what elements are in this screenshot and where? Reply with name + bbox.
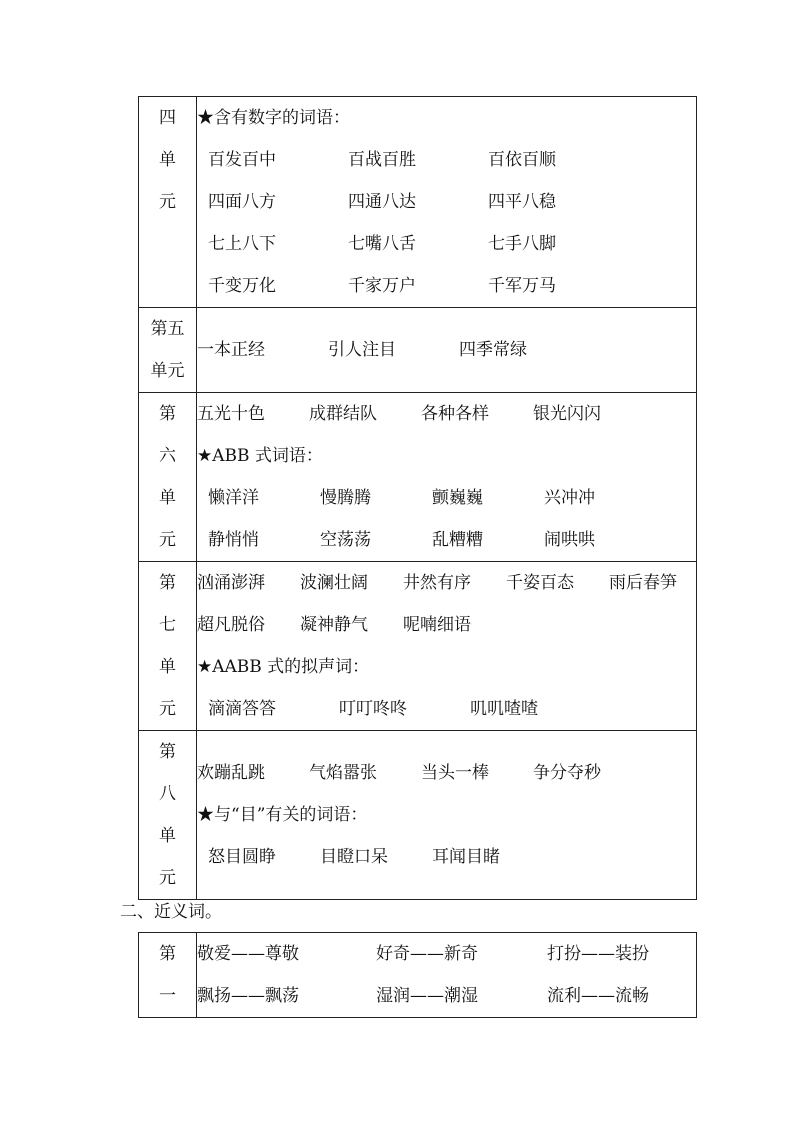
unit-4-label bbox=[139, 97, 196, 223]
vocabulary-table bbox=[138, 96, 697, 900]
unit-4-heading: ★含有数字的词语： bbox=[197, 108, 350, 128]
word: 耳闻目睹 bbox=[432, 847, 500, 867]
unit-4-words-row bbox=[197, 265, 696, 307]
unit-label-char: 八 bbox=[159, 784, 176, 804]
unit-8-label bbox=[139, 731, 196, 899]
word: 千姿百态 bbox=[506, 573, 574, 593]
word: 四季常绿 bbox=[459, 340, 527, 360]
word: 叮叮咚咚 bbox=[339, 699, 407, 719]
unit-8-content bbox=[197, 731, 697, 900]
word: 四平八稳 bbox=[488, 192, 556, 212]
word: 呢喃细语 bbox=[403, 615, 471, 635]
synonym-pair: 湿润——潮湿 bbox=[376, 986, 478, 1006]
word: 兴冲冲 bbox=[544, 488, 595, 508]
synonyms-table bbox=[138, 932, 697, 1018]
unit-8-words-row bbox=[197, 752, 696, 794]
synonyms-unit-label bbox=[139, 933, 196, 1017]
word: 七手八脚 bbox=[488, 234, 556, 254]
word: 气焰嚣张 bbox=[309, 763, 377, 783]
unit-label-text: 第五 bbox=[150, 319, 185, 339]
unit-7-words-row bbox=[197, 604, 696, 646]
word: 超凡脱俗 bbox=[197, 615, 265, 635]
unit-6-heading: ★ABB 式词语： bbox=[197, 446, 323, 466]
word: 静悄悄 bbox=[208, 530, 259, 550]
unit-4-row bbox=[139, 97, 697, 308]
unit-5-words-row bbox=[197, 329, 696, 371]
word: 百依百顺 bbox=[488, 150, 556, 170]
word: 引人注目 bbox=[328, 340, 396, 360]
unit-label-char: 七 bbox=[159, 615, 176, 635]
word: 当头一棒 bbox=[421, 763, 489, 783]
word: 叽叽喳喳 bbox=[470, 699, 538, 719]
unit-6-label bbox=[139, 393, 196, 561]
unit-7-label-cell bbox=[139, 562, 197, 731]
unit-label-char: 第 bbox=[159, 742, 176, 762]
unit-label-char: 第 bbox=[159, 573, 176, 593]
unit-label-char: 一 bbox=[159, 986, 176, 1006]
unit-8-words-row bbox=[197, 836, 696, 878]
unit-5-label-cell bbox=[139, 308, 197, 393]
word: 凝神静气 bbox=[300, 615, 368, 635]
word: 各种各样 bbox=[421, 404, 489, 424]
word: 欢蹦乱跳 bbox=[197, 763, 265, 783]
unit-5-row bbox=[139, 308, 697, 393]
word: 空荡荡 bbox=[320, 530, 371, 550]
word: 井然有序 bbox=[403, 573, 471, 593]
synonyms-unit-label-cell bbox=[139, 933, 197, 1018]
unit-7-heading: ★AABB 式的拟声词： bbox=[197, 657, 370, 677]
unit-label-char: 单 bbox=[159, 826, 176, 846]
word: 目瞪口呆 bbox=[320, 847, 388, 867]
unit-label-char: 元 bbox=[159, 530, 176, 550]
synonym-pair: 敬爱——尊敬 bbox=[197, 944, 299, 964]
unit-6-label-cell bbox=[139, 393, 197, 562]
word: 百发百中 bbox=[208, 150, 276, 170]
unit-7-row bbox=[139, 562, 697, 731]
unit-label-char: 元 bbox=[159, 699, 176, 719]
unit-label-char: 单 bbox=[159, 150, 176, 170]
synonyms-pairs-row bbox=[197, 975, 696, 1017]
unit-label-char: 六 bbox=[159, 446, 176, 466]
word: 乱糟糟 bbox=[432, 530, 483, 550]
synonyms-content bbox=[197, 933, 697, 1018]
synonyms-row bbox=[139, 933, 697, 1018]
unit-label-char: 第 bbox=[159, 944, 176, 964]
word: 千家万户 bbox=[348, 276, 416, 296]
word: 颤巍巍 bbox=[432, 488, 483, 508]
synonyms-pairs-row bbox=[197, 933, 696, 975]
unit-8-row bbox=[139, 731, 697, 900]
synonym-pair: 好奇——新奇 bbox=[376, 944, 478, 964]
word: 七上八下 bbox=[208, 234, 276, 254]
word: 四通八达 bbox=[348, 192, 416, 212]
word: 争分夺秒 bbox=[533, 763, 601, 783]
unit-label-char: 元 bbox=[159, 192, 176, 212]
unit-4-label-cell bbox=[139, 97, 197, 308]
synonym-pair: 飘扬——飘荡 bbox=[197, 986, 299, 1006]
unit-8-label-cell bbox=[139, 731, 197, 900]
word: 一本正经 bbox=[197, 340, 265, 360]
unit-label-char: 四 bbox=[159, 108, 176, 128]
unit-4-words-row bbox=[197, 223, 696, 265]
unit-6-words-row bbox=[197, 393, 696, 435]
unit-6-words-row bbox=[197, 519, 696, 561]
unit-label-text: 单元 bbox=[150, 361, 185, 381]
section-2-title: 二、近义词。 bbox=[120, 902, 222, 922]
word: 雨后春笋 bbox=[609, 573, 677, 593]
unit-7-label bbox=[139, 562, 196, 730]
word: 闹哄哄 bbox=[544, 530, 595, 550]
word: 懒洋洋 bbox=[208, 488, 259, 508]
unit-6-row bbox=[139, 393, 697, 562]
word: 慢腾腾 bbox=[320, 488, 371, 508]
unit-8-heading: ★与“目”有关的词语： bbox=[197, 805, 368, 825]
word: 怒目圆睁 bbox=[208, 847, 276, 867]
unit-7-words-row bbox=[197, 688, 696, 730]
word: 波澜壮阔 bbox=[300, 573, 368, 593]
word: 成群结队 bbox=[309, 404, 377, 424]
unit-7-words-row bbox=[197, 562, 696, 604]
word: 五光十色 bbox=[197, 404, 265, 424]
unit-7-content bbox=[197, 562, 697, 731]
synonym-pair: 打扮——装扮 bbox=[547, 944, 649, 964]
unit-label-char: 元 bbox=[159, 868, 176, 888]
unit-4-words-row bbox=[197, 181, 696, 223]
unit-label-char: 单 bbox=[159, 488, 176, 508]
unit-4-words-row bbox=[197, 139, 696, 181]
word: 七嘴八舌 bbox=[348, 234, 416, 254]
word: 四面八方 bbox=[208, 192, 276, 212]
unit-6-words-row bbox=[197, 477, 696, 519]
word: 百战百胜 bbox=[348, 150, 416, 170]
unit-5-content bbox=[197, 308, 697, 393]
word: 汹涌澎湃 bbox=[197, 573, 265, 593]
unit-5-label bbox=[139, 308, 196, 392]
word: 千变万化 bbox=[208, 276, 276, 296]
synonym-pair: 流利——流畅 bbox=[547, 986, 649, 1006]
word: 滴滴答答 bbox=[208, 699, 276, 719]
word: 千军万马 bbox=[488, 276, 556, 296]
unit-6-content bbox=[197, 393, 697, 562]
word: 银光闪闪 bbox=[533, 404, 601, 424]
unit-label-char: 单 bbox=[159, 657, 176, 677]
unit-label-char: 第 bbox=[159, 404, 176, 424]
unit-4-content bbox=[197, 97, 697, 308]
